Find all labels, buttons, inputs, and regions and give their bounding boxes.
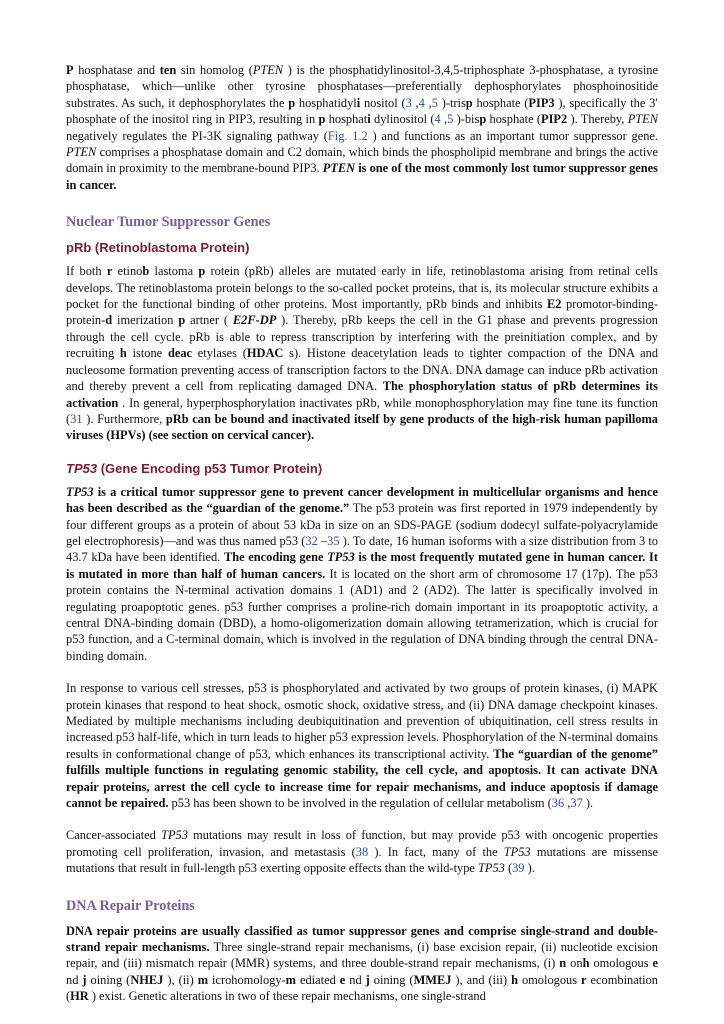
citation-link[interactable]: 37 [570, 796, 583, 811]
gene-name: TP53 [66, 484, 94, 499]
text-run: hosphate ( [472, 95, 529, 110]
text-run: is the most frequently mutated gene in human cancer. It is mutated in more than half of human cancers. [66, 550, 658, 581]
position-link[interactable]: 5 [431, 95, 438, 110]
text-run: ), and (iii) [451, 972, 512, 987]
gene-name: PTEN [252, 63, 284, 77]
citation-link[interactable]: 35 [327, 533, 340, 548]
text-run: E2 [547, 297, 562, 312]
text-run: )-bis [453, 112, 480, 127]
text-run: ten [159, 63, 177, 77]
tp53-mutations-paragraph [66, 827, 658, 876]
text-run: , [424, 95, 432, 110]
text-run: h [511, 972, 518, 987]
text-run: ecombination ( [66, 972, 658, 1004]
text-run: hosphat [325, 112, 368, 127]
text-run: The “guardian of the genome” fulfills multiple functions in regulating genomic stability, the cell cycle, and apoptosis. It can activate DNA repair proteins, arrest the cell cycle to increase time for repair mechanisms, and induce apoptosis if damage cannot be repaired. [66, 746, 658, 811]
text-run: . In general, hyperphosphorylation inactivates pRb, while monophosphorylation may fine tune its function ( [66, 395, 658, 426]
text-run: nd [66, 972, 83, 987]
text-run: DNA repair proteins are usually classified as tumor suppressor genes and comprise single-strand and double-strand repair mechanisms. [66, 923, 658, 955]
text-run: d [105, 313, 113, 328]
text-run: on [566, 956, 583, 971]
citation-link[interactable]: 39 [512, 861, 525, 876]
text-run: Cancer-associated [66, 828, 162, 843]
text-run: hosphate ( [486, 112, 542, 127]
text-run: ). In fact, many of the [368, 844, 504, 859]
dna-repair-paragraph [66, 923, 658, 1005]
text-run: p [479, 112, 487, 127]
text-run: P [66, 63, 74, 77]
text-run: s). Histone deacetylation leads to tighter compaction of the DNA and nucleosome formation preventing access of transcription factors to the DNA. DNA damage can induce pRb activation and thereby prevent a cell from replicating damaged DNA. [66, 346, 659, 394]
position-link[interactable]: 5 [447, 112, 454, 127]
text-run: hosphatidyl [295, 95, 357, 110]
text-run: lastoma [149, 264, 199, 279]
subheading-prb: pRb (Retinoblastoma Protein) [66, 240, 250, 256]
text-run: (Gene Encoding p53 Tumor Protein) [97, 460, 323, 476]
text-run: If both [66, 264, 107, 279]
text-run: m [285, 972, 296, 987]
text-run: etylases ( [192, 346, 247, 361]
text-run: ). To date, 16 human isoforms with a size distribution from 3 to 43.7 kDa have been identified. [66, 533, 658, 565]
text-run: ), (ii) [163, 972, 198, 987]
text-run: )-tris [437, 95, 466, 110]
text-run: rotein (pRb) alleles are mutated early in life, retinoblastoma arising from retinal cells develops. The retinoblastoma protein belongs to the so-called pocket proteins, that is, its molecular structure exhibits a pocket for the functional binding of other proteins. Most importantly, pRb binds and inhibits [66, 264, 658, 312]
text-run: The encoding gene [223, 550, 328, 565]
text-run: i [356, 95, 361, 110]
position-link[interactable]: 3 [405, 95, 412, 110]
text-run: n [559, 956, 567, 971]
section-heading-dna-repair: DNA Repair Proteins [66, 897, 195, 914]
text-run: ) is the phosphatidylinositol-3,4,5-triphosphate 3-phosphatase, a tyrosine phosphatase, which—unlike other tyrosine phosphatases—preferentially dephosphorylates phosphoinositide substrates. As such, it dephosphorylates the [66, 63, 658, 110]
text-run: ). Thereby, pRb keeps the cell in the G1 phase and prevents progression through the cell cycle. pRb is able to repress transcription by interfering with the preinitiation complex, and by recruiting [66, 313, 659, 361]
text-run: The phosphorylation status of pRb determines its activation [66, 379, 658, 410]
text-run: ). Thereby, [567, 112, 628, 127]
text-run: r [106, 264, 113, 279]
tp53-paragraph [66, 484, 658, 664]
text-run: i [367, 112, 371, 127]
text-run: HR [70, 989, 89, 1004]
text-run: ). [524, 861, 535, 876]
text-run: ) exist. Genetic alterations in two of these repair mechanisms, one single-strand [88, 989, 486, 1004]
subheading-tp53 [66, 460, 658, 477]
gene-name: PTEN [627, 112, 658, 127]
text-run: , [411, 95, 419, 110]
text-run: nd [345, 972, 366, 987]
text-run: imerization [112, 313, 179, 328]
text-run: omologous [589, 956, 653, 971]
text-run: , [564, 796, 571, 811]
text-run: e [339, 972, 346, 987]
text-run: NHEJ [130, 972, 164, 987]
text-run: r [581, 972, 587, 987]
text-run: m [197, 972, 209, 987]
citation-link[interactable]: 38 [355, 844, 369, 859]
text-run: p [318, 112, 326, 127]
text-run: It is located on the short arm of chromosome 17 (17p). The p53 protein contains the N-terminal activation domains 1 (AD1) and 2 (AD2). The latter is specifically involved in regulating proapoptotic genes. p53 further comprises a proline-rich domain important in its proapoptotic activity, a central DNA-binding domain (DBD), a homo-oligomerization domain allowing tetramerization, which is crucial for p53 function, and a C-terminal domain, which is involved in the regulation of DNA binding through the central DNA-binding domain. [66, 566, 658, 663]
text-run: promotor-binding-protein- [66, 297, 659, 328]
text-run: – [317, 533, 328, 548]
article-page [66, 62, 658, 1021]
text-run: ), specifically the 3′ phosphate of the inositol ring in PIP3, resulting in [66, 95, 659, 127]
gene-name: TP53 [327, 550, 355, 565]
gene-name: TP53 [66, 460, 98, 476]
text-run: artner ( [185, 313, 233, 328]
text-run: MMEJ [413, 972, 452, 987]
text-run: p [198, 264, 206, 279]
citation-link[interactable]: 36 [551, 796, 565, 811]
text-run: hosphatase and [73, 63, 160, 77]
text-run: deac [167, 346, 193, 361]
p53-stress-paragraph [66, 680, 658, 811]
text-run: mutations are missense mutations that result in full-length p53 exerting opposite effects than the wild-type [66, 844, 658, 876]
text-run: Three single-strand repair mechanisms, (i) base excision repair, (ii) nucleotide excision repair, and (iii) mismatch repair (MMR) systems, and three double-strand repair mechanisms, (i) [66, 940, 658, 971]
text-run: etino [112, 264, 143, 279]
text-run: ). Furthermore, [82, 411, 166, 426]
pten-paragraph [66, 62, 658, 193]
text-run: ediated [296, 972, 340, 987]
text-run: mutations may result in loss of function, but may provide p53 with oncogenic properties promoting cell proliferation, invasion, and metastasis ( [66, 828, 659, 859]
text-run: oining ( [369, 972, 414, 987]
text-run: nositol ( [360, 95, 406, 110]
text-run: p [288, 95, 296, 110]
section-heading-nuclear: Nuclear Tumor Suppressor Genes [66, 214, 271, 231]
text-run: PIP2 [541, 112, 568, 127]
gene-name: TP53 [503, 844, 531, 859]
text-run: h [582, 956, 590, 971]
text-run: p [178, 313, 186, 328]
gene-name: E2F-DP [232, 313, 277, 328]
prb-paragraph [66, 263, 658, 443]
text-run: oining ( [86, 972, 131, 987]
text-run: , [440, 112, 448, 127]
text-run: is one of the most commonly lost tumor suppressor genes in cancer. [66, 161, 658, 192]
position-link[interactable]: 4 [434, 112, 441, 127]
text-run: h [119, 346, 127, 361]
text-run: negatively regulates the PI-3K signaling pathway ( [66, 128, 328, 143]
text-run: omologous [517, 972, 582, 987]
text-run: b [142, 264, 150, 279]
position-link[interactable]: 4 [418, 95, 425, 110]
gene-name: TP53 [161, 828, 188, 843]
gene-name: PTEN [66, 145, 97, 160]
text-run: dylinositol ( [370, 112, 435, 127]
text-run: ( [504, 861, 513, 876]
text-run: ). [582, 796, 594, 811]
text-run: p [465, 95, 473, 110]
text-run: ) and functions as an important tumor suppressor gene. [367, 128, 659, 143]
text-run: is a critical tumor suppressor gene to prevent cancer development in multicellular organisms and hence has been described as the “guardian of the genome.” [66, 484, 658, 516]
gene-name: PTEN [322, 161, 356, 176]
text-run: icrohomology- [208, 972, 286, 987]
citation-link[interactable]: 32 [305, 533, 318, 548]
text-run: PIP3 [528, 95, 555, 110]
text-run: In response to various cell stresses, p53 is phosphorylated and activated by two groups of protein kinases, (i) MAPK protein kinases that respond to heat shock, osmotic shock, oxidative stress, and (ii) DNA damage checkpoint kinases. Mediated by multiple mechanisms including deubiquitination and prevention of ubiquitination, cell stress results in increased p53 half-life, which in turn leads to higher p53 expression levels. Phosphorylation of the N-terminal domains results in conformational change of p53, which enhances its transcriptional activity. [66, 681, 658, 761]
text-run: sin homolog ( [176, 63, 253, 77]
text-run: p53 has been shown to be involved in the regulation of cellular metabolism ( [168, 796, 552, 811]
text-run: istone [126, 346, 168, 361]
text-run: e [652, 956, 658, 971]
figure-link[interactable]: Fig. 1.2 [327, 128, 368, 143]
text-run: pRb can be bound and inactivated itself by gene products of the high-risk human papilloma viruses (HPVs) (see section on cervical cancer). [66, 411, 658, 443]
text-run: The p53 protein was first reported in 1979 independently by four different groups as a protein of about 53 kDa in size on an SDS-PAGE (sodium dodecyl sulfate-polyacrylamide gel electrophoresis)—and was thus named p53 ( [66, 501, 658, 548]
gene-name: TP53 [478, 861, 505, 876]
text-run: comprises a phosphatase domain and C2 domain, which binds the phospholipid membrane and brings the active domain in proximity to the membrane-bound PIP3. [66, 145, 658, 176]
text-run: j [82, 972, 87, 987]
citation-link[interactable]: 31 [70, 411, 83, 426]
text-run: HDAC [246, 346, 284, 361]
text-run: j [365, 972, 370, 987]
